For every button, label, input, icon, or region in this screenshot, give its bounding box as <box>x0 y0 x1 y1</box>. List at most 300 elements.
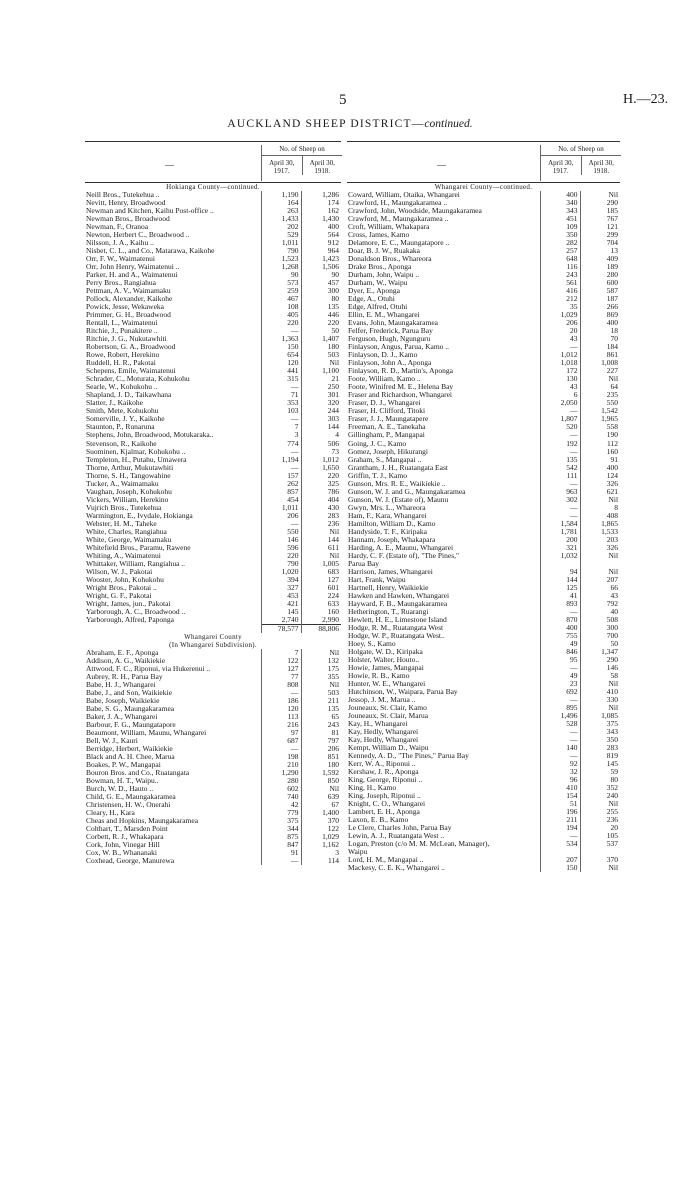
sheep-1917: 790 <box>261 247 301 255</box>
owner-name: Ellin, E. M., Whangarei <box>348 311 420 320</box>
sheep-1917: 262 <box>261 480 301 488</box>
sheep-1917: — <box>540 431 580 439</box>
table-row <box>85 472 341 480</box>
owner-name: Fraser, H. Clifford, Titoki <box>348 407 426 416</box>
owner-name: Neill Bros., Tutekehua .. <box>86 191 160 200</box>
owner-name: Abraham, E. F., Aponga <box>86 648 159 657</box>
sheep-1918: 180 <box>301 761 341 769</box>
document-code: H.—23. <box>623 92 669 107</box>
owner-name: Gomez, Joseph, Hikurangi <box>348 447 428 456</box>
sheep-1917: 207 <box>540 856 580 864</box>
owner-name: Hutchinson, W., Waipara, Parua Bay <box>348 687 458 696</box>
table-row <box>85 584 341 592</box>
owner-name: Bowman, H. T., Waipu.. <box>86 777 159 786</box>
total-1918: 88,806 <box>301 624 341 633</box>
owner-name: Gunson, W. J. (Estate of), Maunu <box>348 495 449 504</box>
sheep-1917: 109 <box>540 223 580 231</box>
sheep-1917: 1,032 <box>540 552 580 560</box>
sheep-1917: 893 <box>540 600 580 608</box>
sheep-1918: 506 <box>301 440 341 448</box>
sheep-1917: 280 <box>261 777 301 785</box>
table-row <box>85 681 341 689</box>
sheep-1918: 21 <box>301 375 341 383</box>
sheep-1917: 220 <box>261 552 301 560</box>
sheep-1917: 6 <box>540 391 580 399</box>
sheep-1918: 1,085 <box>580 712 620 720</box>
left-table-header <box>85 141 341 183</box>
owner-name: Schrader, C., Moturata, Kohukohu <box>86 375 190 384</box>
table-row <box>347 784 620 792</box>
owner-name: Harrison, James, Whangarei <box>348 567 433 576</box>
table-row <box>85 231 341 239</box>
owner-name: Durham, John, Waipu .. <box>348 271 420 280</box>
sheep-1917: 315 <box>261 375 301 383</box>
owner-name: Coward, William, Otaika, Whangarei <box>348 191 460 200</box>
table-row <box>85 616 341 625</box>
sheep-1917: 212 <box>540 295 580 303</box>
sheep-1918: 851 <box>301 753 341 761</box>
sheep-1918: 220 <box>301 319 341 327</box>
table-row <box>347 616 620 624</box>
table-row <box>347 391 620 399</box>
col-1917-header: April 30, 1917. <box>269 159 295 175</box>
sheep-1918: 786 <box>301 488 341 496</box>
sheep-1918: 160 <box>301 608 341 616</box>
sheep-1917: 172 <box>540 367 580 375</box>
table-row <box>347 231 620 239</box>
sheep-count-header <box>261 145 342 181</box>
sheep-1917: 1,190 <box>261 191 301 199</box>
owner-name: Cleary, H., Kara <box>86 809 135 818</box>
sheep-1918: 187 <box>580 295 620 303</box>
sheep-1917: 127 <box>261 665 301 673</box>
sheep-1917: 263 <box>261 207 301 215</box>
sheep-1918: 861 <box>580 351 620 359</box>
sheep-1917: 157 <box>261 472 301 480</box>
owner-name: Foote, Winifred M. E., Helena Bay <box>348 383 454 392</box>
sheep-1917: 32 <box>540 768 580 776</box>
sheep-1918: 633 <box>301 600 341 608</box>
sheep-1918: 355 <box>301 673 341 681</box>
sheep-1918: 850 <box>301 777 341 785</box>
owner-name: King, Joseph, Riponui .. <box>348 792 421 801</box>
sheep-1917: 120 <box>261 359 301 367</box>
sheep-1917: 692 <box>540 688 580 696</box>
sheep-1917: 375 <box>261 817 301 825</box>
owner-name: Rentall, L., Waimatenui <box>86 319 158 328</box>
sheep-1917: 353 <box>261 399 301 407</box>
sheep-1918: 127 <box>301 576 341 584</box>
sheep-1918: 1,506 <box>301 263 341 271</box>
sheep-1918: 409 <box>580 255 620 263</box>
table-row <box>347 752 620 760</box>
sheep-1917: 210 <box>261 761 301 769</box>
sheep-1917: 321 <box>540 544 580 552</box>
sheep-1918: 325 <box>301 480 341 488</box>
table-row <box>347 816 620 824</box>
owner-name: Fraser and Richardson, Whangarei <box>348 391 452 400</box>
sheep-1918: 266 <box>580 303 620 311</box>
sheep-1917: 529 <box>261 231 301 239</box>
sheep-1918: 912 <box>301 239 341 247</box>
table-row <box>85 568 341 576</box>
owner-name: Gillingham, P., Mangapai <box>348 431 425 440</box>
owner-name: Dyer, E., Aponga <box>348 287 400 296</box>
table-row <box>347 472 620 480</box>
sheep-1918: 326 <box>580 480 620 488</box>
sheep-1917: 97 <box>261 729 301 737</box>
owner-name: Rowe, Robert, Herekino <box>86 351 160 360</box>
owner-name: Handyside, T. F., Kiripaka <box>348 527 427 536</box>
sheep-1917: 1,011 <box>261 239 301 247</box>
owner-name: Warmington, E., Ivydale, Hokianga <box>86 511 193 520</box>
owner-name: Lord, H. M., Mangapai .. <box>348 856 424 865</box>
owner-name: Yarborough, Alfred, Paponga <box>86 615 174 625</box>
sheep-1918: 4 <box>301 431 341 439</box>
sheep-1917: 405 <box>261 311 301 319</box>
sheep-1917: 91 <box>261 849 301 857</box>
sheep-1917 <box>540 560 580 568</box>
table-row <box>347 279 620 287</box>
sheep-1917: — <box>261 689 301 697</box>
sheep-1917: 94 <box>540 568 580 576</box>
sheep-1918: 503 <box>301 351 341 359</box>
table-row <box>347 496 620 504</box>
owner-name: Vujrich Bros., Tutekehua <box>86 503 162 512</box>
owner-name: Parker, H. and A., Waimatenui <box>86 271 178 280</box>
sheep-1918: 375 <box>580 720 620 728</box>
sheep-1918: Nil <box>580 704 620 712</box>
table-row <box>85 520 341 528</box>
sheep-1918: 135 <box>301 705 341 713</box>
sheep-1917: — <box>261 383 301 391</box>
sheep-1918: 283 <box>301 512 341 520</box>
table-row <box>347 423 620 431</box>
sheep-1918: 160 <box>580 448 620 456</box>
section-heading <box>85 633 341 641</box>
sheep-1918: 67 <box>301 801 341 809</box>
sheep-1918: 80 <box>580 776 620 784</box>
section-heading-label: Hokianga County—continued. <box>166 183 260 191</box>
table-row <box>347 367 620 375</box>
owner-name: Pettman, A. V., Waimamaku <box>86 287 171 296</box>
table-row <box>85 223 341 231</box>
sheep-1917: 740 <box>261 793 301 801</box>
sheep-1918: 211 <box>301 697 341 705</box>
sheep-1917: 340 <box>540 199 580 207</box>
table-row <box>347 656 620 664</box>
table-row <box>85 383 341 391</box>
owner-name: Whitefield Bros., Paramu, Rawene <box>86 543 191 552</box>
sheep-1917: 96 <box>540 776 580 784</box>
owner-name: Stephens, John, Broadwood, Motukaraka.. <box>86 431 214 440</box>
sheep-1917: 198 <box>261 753 301 761</box>
sheep-1918: 105 <box>580 832 620 840</box>
table-row <box>85 536 341 544</box>
table-row <box>347 608 620 616</box>
owner-name: Babe, H. J., Whangarei <box>86 680 156 689</box>
table-row <box>347 480 620 488</box>
owner-name: Finlayson, R. D., Martin's, Aponga <box>348 367 453 376</box>
table-row <box>347 407 620 415</box>
owner-name: Logan, Preston (c/o M. M. McLean, Manager), <box>348 840 490 849</box>
table-row <box>347 255 620 263</box>
table-row <box>85 480 341 488</box>
owner-name: Delamore, E. C., Maungatapore .. <box>348 239 450 248</box>
sheep-1917: 1,523 <box>261 255 301 263</box>
sheep-1917: 534 <box>540 840 580 848</box>
table-row <box>347 287 620 295</box>
owner-name: Hodge, W. P., Ruatangata West.. <box>348 631 445 640</box>
sheep-1917: 90 <box>261 271 301 279</box>
section-heading <box>85 641 341 649</box>
owner-name: Durham, W., Waipu <box>348 279 408 288</box>
sheep-1917: 49 <box>540 672 580 680</box>
sheep-1918: 639 <box>301 793 341 801</box>
owner-name: Bell, W. J., Kauri <box>86 737 138 746</box>
section-heading-label: Whangarei County <box>184 632 242 641</box>
owner-name: Smith, Mete, Kohukohu <box>86 407 159 416</box>
owner-name: Wright, G. F., Pakotai <box>86 591 152 600</box>
owner-name: Hawken and Hawken, Whangarei <box>348 591 450 600</box>
sheep-1917: — <box>261 448 301 456</box>
owner-name: Stevenson, R., Kaikohe <box>86 439 157 448</box>
header-dash: — <box>437 160 446 170</box>
owner-name: Ritchie, J., Punakitere .. <box>86 327 158 336</box>
table-row <box>347 560 620 568</box>
owner-name: Mackesy, C. E. K., Whangarei .. <box>348 864 445 873</box>
sheep-1917: — <box>540 696 580 704</box>
sheep-1917: 1,807 <box>540 415 580 423</box>
owner-name: Webster, H. M., Taheke <box>86 519 157 528</box>
table-row <box>347 640 620 648</box>
sheep-1918: 43 <box>580 592 620 600</box>
sheep-1918: 370 <box>580 856 620 864</box>
sheep-1918: 66 <box>580 584 620 592</box>
sheep-1917: 416 <box>540 287 580 295</box>
table-row <box>85 657 341 665</box>
sheep-1918: 611 <box>301 544 341 552</box>
sheep-1917: 51 <box>540 800 580 808</box>
table-row <box>347 303 620 311</box>
sheep-1918: Nil <box>580 680 620 688</box>
table-row <box>347 720 620 728</box>
owner-name: Hetherington, T., Ruarangi <box>348 607 429 616</box>
table-row <box>347 343 620 351</box>
owner-name: Hoey, S., Kamo <box>348 639 396 648</box>
table-row <box>347 399 620 407</box>
sheep-1918: 203 <box>580 536 620 544</box>
table-row <box>85 399 341 407</box>
table-row <box>85 391 341 399</box>
sheep-1917: — <box>540 448 580 456</box>
sheep-1917: 192 <box>540 440 580 448</box>
sheep-1917: 1,584 <box>540 520 580 528</box>
table-row <box>347 704 620 712</box>
sheep-1917 <box>540 848 580 856</box>
owner-name: Le Clere, Charles John, Parua Bay <box>348 824 452 833</box>
table-row <box>85 207 341 215</box>
sheep-1918: 683 <box>301 568 341 576</box>
owner-name: Hardy, C. F. (Estate of), "The Pines," <box>348 551 460 560</box>
owner-name: Berridge, Herbert, Waikiekie <box>86 745 173 754</box>
sheep-1917: — <box>261 520 301 528</box>
owner-name: Howie, R. B., Kamo <box>348 671 410 680</box>
sheep-1918: 121 <box>580 223 620 231</box>
sheep-1918: 162 <box>301 207 341 215</box>
section-heading <box>347 183 620 191</box>
table-row <box>85 649 341 657</box>
sheep-1918: 400 <box>580 319 620 327</box>
sheep-1918: 145 <box>580 760 620 768</box>
sheep-1918: 132 <box>301 657 341 665</box>
sheep-1918: 300 <box>580 624 620 632</box>
sheep-1917: 125 <box>540 584 580 592</box>
owner-name: Foote, William, Kamo .. <box>348 375 421 384</box>
table-row <box>347 584 620 592</box>
owner-name: Hayward, F. B., Maungakaramea <box>348 599 448 608</box>
sheep-1918: Nil <box>301 681 341 689</box>
owner-name: Croft, William, Whakapara <box>348 223 430 232</box>
owner-name: Bouron Bros. and Co., Ruatangata <box>86 769 190 778</box>
sheep-1917: — <box>261 857 301 865</box>
owner-name: Harding, A. E., Maunu, Whangarei <box>348 543 454 552</box>
table-row <box>85 721 341 729</box>
sheep-1917: — <box>540 504 580 512</box>
sheep-1918: 704 <box>580 239 620 247</box>
sheep-1918: 114 <box>301 857 341 865</box>
table-row <box>347 351 620 359</box>
sheep-1917: 808 <box>261 681 301 689</box>
table-row <box>85 737 341 745</box>
sheep-1918: 1,865 <box>580 520 620 528</box>
owner-name: Vickers, William, Herekino <box>86 495 169 504</box>
table-row <box>85 849 341 857</box>
owner-name: Hunter, W. E., Whangarei <box>348 679 426 688</box>
owner-name: Gwyn, Mrs. L., Whareora <box>348 503 426 512</box>
sheep-1918: 64 <box>580 383 620 391</box>
table-row <box>347 464 620 472</box>
table-row <box>347 800 620 808</box>
col-1917-header: April 30, 1917. <box>548 159 574 175</box>
table-row <box>85 263 341 271</box>
owner-name: Edge, A., Otuhi <box>348 295 395 304</box>
table-row <box>85 544 341 552</box>
owner-name: Doar, B. J. W., Ruakaka <box>348 247 420 256</box>
sheep-1918: 190 <box>580 431 620 439</box>
sheep-1917: 1,433 <box>261 215 301 223</box>
table-row <box>85 713 341 721</box>
table-row <box>347 576 620 584</box>
owner-name: Whittaker, William, Rangiahua .. <box>86 559 186 568</box>
owner-name: Thorne, S. H., Tangowahine <box>86 471 171 480</box>
sheep-1918: Nil <box>301 528 341 536</box>
sheep-1918: 1,423 <box>301 255 341 263</box>
table-row <box>347 271 620 279</box>
sheep-1917: 394 <box>261 576 301 584</box>
sheep-1917: — <box>540 480 580 488</box>
owner-name: Jouneaux, St. Clair, Marua <box>348 712 429 721</box>
owner-name: Vaughan, Joseph, Kohukohu <box>86 487 172 496</box>
owner-name: Newton, Herbert C., Broadwood .. <box>86 231 190 240</box>
sheep-1917: 144 <box>540 576 580 584</box>
sheep-1918: 65 <box>301 713 341 721</box>
table-row <box>85 552 341 560</box>
table-row <box>347 311 620 319</box>
sheep-1917: 602 <box>261 785 301 793</box>
table-row <box>85 255 341 263</box>
table-row <box>85 769 341 777</box>
owner-name: Aubrey, R. H., Parua Bay <box>86 672 163 681</box>
sheep-1918: 1,100 <box>301 367 341 375</box>
owner-name: Wilson, W. J., Pakotai <box>86 567 153 576</box>
sheep-1918: 73 <box>301 448 341 456</box>
sheep-1918: 508 <box>580 616 620 624</box>
owner-name: Knight, C. O., Whangarei <box>348 800 426 809</box>
sheep-1918: 370 <box>301 817 341 825</box>
sheep-1917: 963 <box>540 488 580 496</box>
table-row <box>85 560 341 568</box>
sheep-1918: 330 <box>580 696 620 704</box>
table-row <box>347 736 620 744</box>
owner-name: Crawford, H., Maungakaramea .. <box>348 199 448 208</box>
right-column <box>347 141 620 872</box>
table-row <box>85 689 341 697</box>
right-table-header <box>347 141 620 183</box>
table-row <box>85 191 341 199</box>
table-row <box>347 648 620 656</box>
table-row <box>85 608 341 616</box>
sheep-1917: 92 <box>540 760 580 768</box>
sheep-1917: 410 <box>540 784 580 792</box>
owner-name: Corbett, R. J., Whakapara <box>86 833 164 842</box>
table-row <box>347 215 620 223</box>
owner-name: Nevitt, Henry, Broadwood <box>86 199 166 208</box>
table-row <box>85 303 341 311</box>
owner-name: Holgate, W. D., Kiripaka <box>348 647 423 656</box>
sheep-1917: 327 <box>261 584 301 592</box>
owner-name: Thorne, Arthur, Mukutawhiti <box>86 463 174 472</box>
table-row <box>347 728 620 736</box>
sheep-1918: 457 <box>301 279 341 287</box>
owner-name: Baker, J. A., Whangarei <box>86 713 158 722</box>
sheep-1917: 561 <box>540 279 580 287</box>
sheep-1918: 112 <box>580 440 620 448</box>
sheep-1917: 400 <box>540 624 580 632</box>
table-row <box>85 287 341 295</box>
table-row <box>347 832 620 840</box>
sheep-1917: 150 <box>261 343 301 351</box>
sheep-1918: 146 <box>580 664 620 672</box>
owner-name: Freeman, A. E., Tanekaha <box>348 423 426 432</box>
sheep-1918: 235 <box>580 391 620 399</box>
table-row <box>347 375 620 383</box>
sheep-1917: 120 <box>261 705 301 713</box>
sheep-1918: 280 <box>580 271 620 279</box>
sheep-1918: 50 <box>301 327 341 335</box>
sheep-1917: — <box>540 728 580 736</box>
owner-name: Cork, John, Vinegar Hill <box>86 841 160 850</box>
sheep-1917: 113 <box>261 713 301 721</box>
sheep-1917: 2,740 <box>261 616 301 625</box>
sheep-1918: 1,407 <box>301 335 341 343</box>
owner-name: Primmer, G. H., Broadwood <box>86 311 171 320</box>
sheep-1918: 1,533 <box>580 528 620 536</box>
owner-name: Tucker, A., Waimamaku <box>86 479 159 488</box>
owner-name: Cheas and Hopkins, Maungakaramea <box>86 817 199 826</box>
table-row <box>347 263 620 271</box>
owner-name: Parua Bay <box>348 559 380 568</box>
